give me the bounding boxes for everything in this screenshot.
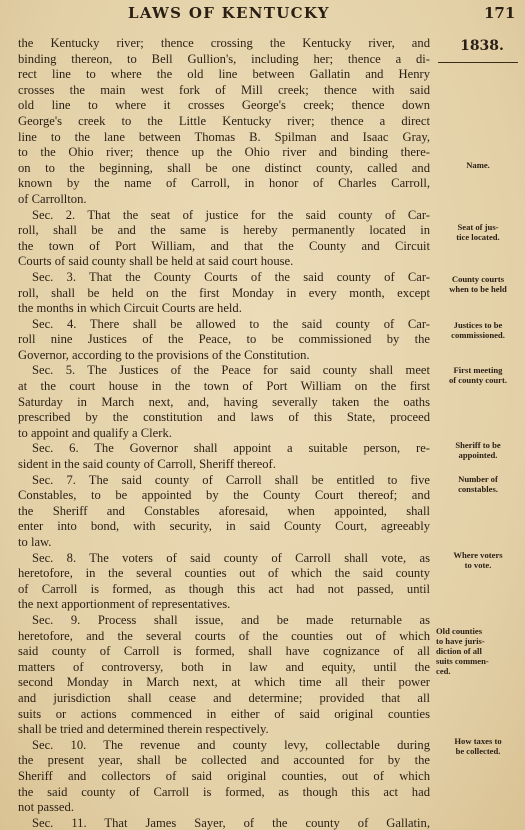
- text-line: and jurisdiction shall cease and determine; provided that all: [18, 690, 430, 705]
- text-line: Sec. 5. The Justices of the Peace for said county shall meet: [32, 363, 430, 378]
- margin-note-line: First meeting: [453, 365, 503, 375]
- margin-note-line: appointed.: [458, 450, 498, 460]
- margin-note: [436, 222, 520, 242]
- margin-note-line: Name.: [466, 160, 490, 170]
- text-line: George's creek to the Little Kentucky river; thence a direct: [18, 113, 430, 128]
- text-line: the present year, shall be collected and accounted for by the: [18, 753, 430, 768]
- margin-note-line: tice located.: [456, 232, 500, 242]
- text-line: the Sheriff and Constables aforesaid, when appointed, shall: [18, 503, 430, 518]
- margin-note: [436, 474, 520, 494]
- running-title: LAWS OF KENTUCKY: [128, 4, 330, 22]
- margin-note-line: County courts: [451, 274, 505, 284]
- page-number: 171: [484, 4, 516, 22]
- text-line: the said county of Carroll is formed, as though this act had: [18, 784, 430, 799]
- text-line: the Kentucky river; thence crossing the Kentucky river, and: [18, 36, 430, 50]
- text-line: Sec. 11. That James Sayer, of the county of Gallatin,: [32, 815, 430, 830]
- margin-note-line: Justices to be: [453, 320, 503, 330]
- margin-note: [436, 274, 520, 294]
- text-line: the town of Port William, and that the County and Circuit: [18, 238, 430, 253]
- margin-note-line: to have juris-: [436, 636, 485, 646]
- text-line: prescribed by the constitution and laws of this State, proceed: [18, 410, 430, 425]
- text-line: Sec. 2. That the seat of justice for the said county of Car-: [32, 207, 430, 222]
- text-line: Sec. 3. That the County Courts of the said county of Car-: [32, 269, 430, 284]
- text-line: sident in the said county of Carroll, Sheriff thereof.: [18, 457, 276, 472]
- margin-note-line: Where voters: [453, 550, 503, 560]
- margin-rule: [438, 62, 518, 63]
- margin-note: [436, 365, 520, 385]
- text-line: crosses the main west fork of Mill creek; thence with said: [18, 82, 430, 97]
- text-line: old line to where it crosses George's creek; thence down: [18, 98, 430, 113]
- text-line: matters of controversy, both in law and equity, until the: [18, 659, 430, 674]
- text-line: line to the lane between Thomas B. Spilman and Isaac Gray,: [18, 129, 430, 144]
- text-line: said county of Carroll is formed, shall have cognizance of all: [18, 644, 430, 659]
- text-line: enter into bond, with security, in said County Court, agreeably: [18, 519, 430, 534]
- text-line: Sec. 6. The Governor shall appoint a suitable person, re-: [32, 441, 430, 456]
- margin-note: [436, 736, 520, 756]
- text-line: the months in which Circuit Courts are held.: [18, 301, 242, 316]
- margin-note-line: Old counties: [436, 626, 483, 636]
- margin-note: [436, 320, 520, 340]
- text-line: Sheriff and collectors of said original counties, out of which: [18, 768, 430, 783]
- text-line: Sec. 7. The said county of Carroll shall be entitled to five: [32, 472, 430, 487]
- text-line: to the Ohio river; thence up the Ohio river and binding there-: [18, 145, 430, 160]
- text-line: to appoint and qualify a Clerk.: [18, 425, 172, 440]
- margin-note-line: Sheriff to be: [455, 440, 501, 450]
- text-line: known by the name of Carroll, in honor of Charles Carroll,: [18, 176, 430, 191]
- text-line: of Carrollton.: [18, 191, 87, 206]
- text-line: Sec. 9. Process shall issue, and be made returnable as: [32, 612, 430, 627]
- text-line: suits or actions commenced in either of said original counties: [18, 706, 430, 721]
- text-line: heretofore, in the several counties out of which the said county: [18, 566, 430, 581]
- text-line: rect line to where the old line between Gallatin and Henry: [18, 67, 430, 82]
- margin-note-line: diction of all: [436, 646, 482, 656]
- text-line: on to the beginning, shall be one distinct county, called and: [18, 160, 430, 175]
- margin-note-line: Seat of jus-: [457, 222, 499, 232]
- text-line: to law.: [18, 535, 52, 549]
- text-line: Courts of said county shall be held at said court house.: [18, 254, 294, 269]
- text-line: roll, shall be and the same is hereby permanently located in: [18, 223, 430, 238]
- text-line: Sec. 8. The voters of said county of Carroll shall vote, as: [32, 550, 430, 565]
- margin-note-line: commissioned.: [451, 330, 505, 340]
- text-line: shall be tried and determined therein respectively.: [18, 722, 269, 737]
- text-line: Saturday in March next, and, having severally taken the oaths: [18, 394, 430, 409]
- text-line: the next apportionment of representatives.: [18, 597, 231, 612]
- margin-note: [436, 440, 520, 460]
- text-line: at the court house in the town of Port William on the first: [18, 379, 430, 394]
- margin-note-line: ced.: [436, 666, 451, 676]
- text-line: heretofore, and the several courts of the counties out of which: [18, 628, 430, 643]
- margin-note-line: be collected.: [455, 746, 501, 756]
- text-line: of Carroll is formed, as though this act had not passed, until: [18, 581, 430, 596]
- margin-note-line: constables.: [458, 484, 498, 494]
- margin-note: [436, 160, 520, 170]
- margin-note-line: to vote.: [464, 560, 492, 570]
- text-line: roll nine Justices of the Peace, to be commissioned by the: [18, 332, 430, 347]
- margin-note: [436, 626, 520, 676]
- margin-note-line: when to be held: [449, 284, 507, 294]
- margin-note-line: of county court.: [449, 375, 507, 385]
- margin-note-line: How taxes to: [454, 736, 502, 746]
- text-line: second Monday in March next, at which time all their power: [18, 675, 430, 690]
- margin-note-line: Number of: [458, 474, 498, 484]
- text-line: Sec. 4. There shall be allowed to the said county of Car-: [32, 316, 430, 331]
- page-header: [0, 2, 525, 26]
- margin-year: 1838.: [460, 38, 504, 54]
- text-line: roll, shall be held on the first Monday in every month, except: [18, 285, 430, 300]
- body-text: [18, 36, 430, 830]
- text-line: not passed.: [18, 800, 74, 815]
- margin-note: [436, 550, 520, 570]
- margin-note-line: suits commen-: [436, 656, 489, 666]
- text-line: Sec. 10. The revenue and county levy, collectable during: [32, 737, 430, 752]
- text-line: Governor, according to the provisions of the Constitution.: [18, 347, 310, 362]
- text-line: Constables, to be appointed by the County Court thereof; and: [18, 488, 430, 503]
- text-line: binding thereon, to Bell Gullion's, including her; thence a di-: [18, 51, 430, 66]
